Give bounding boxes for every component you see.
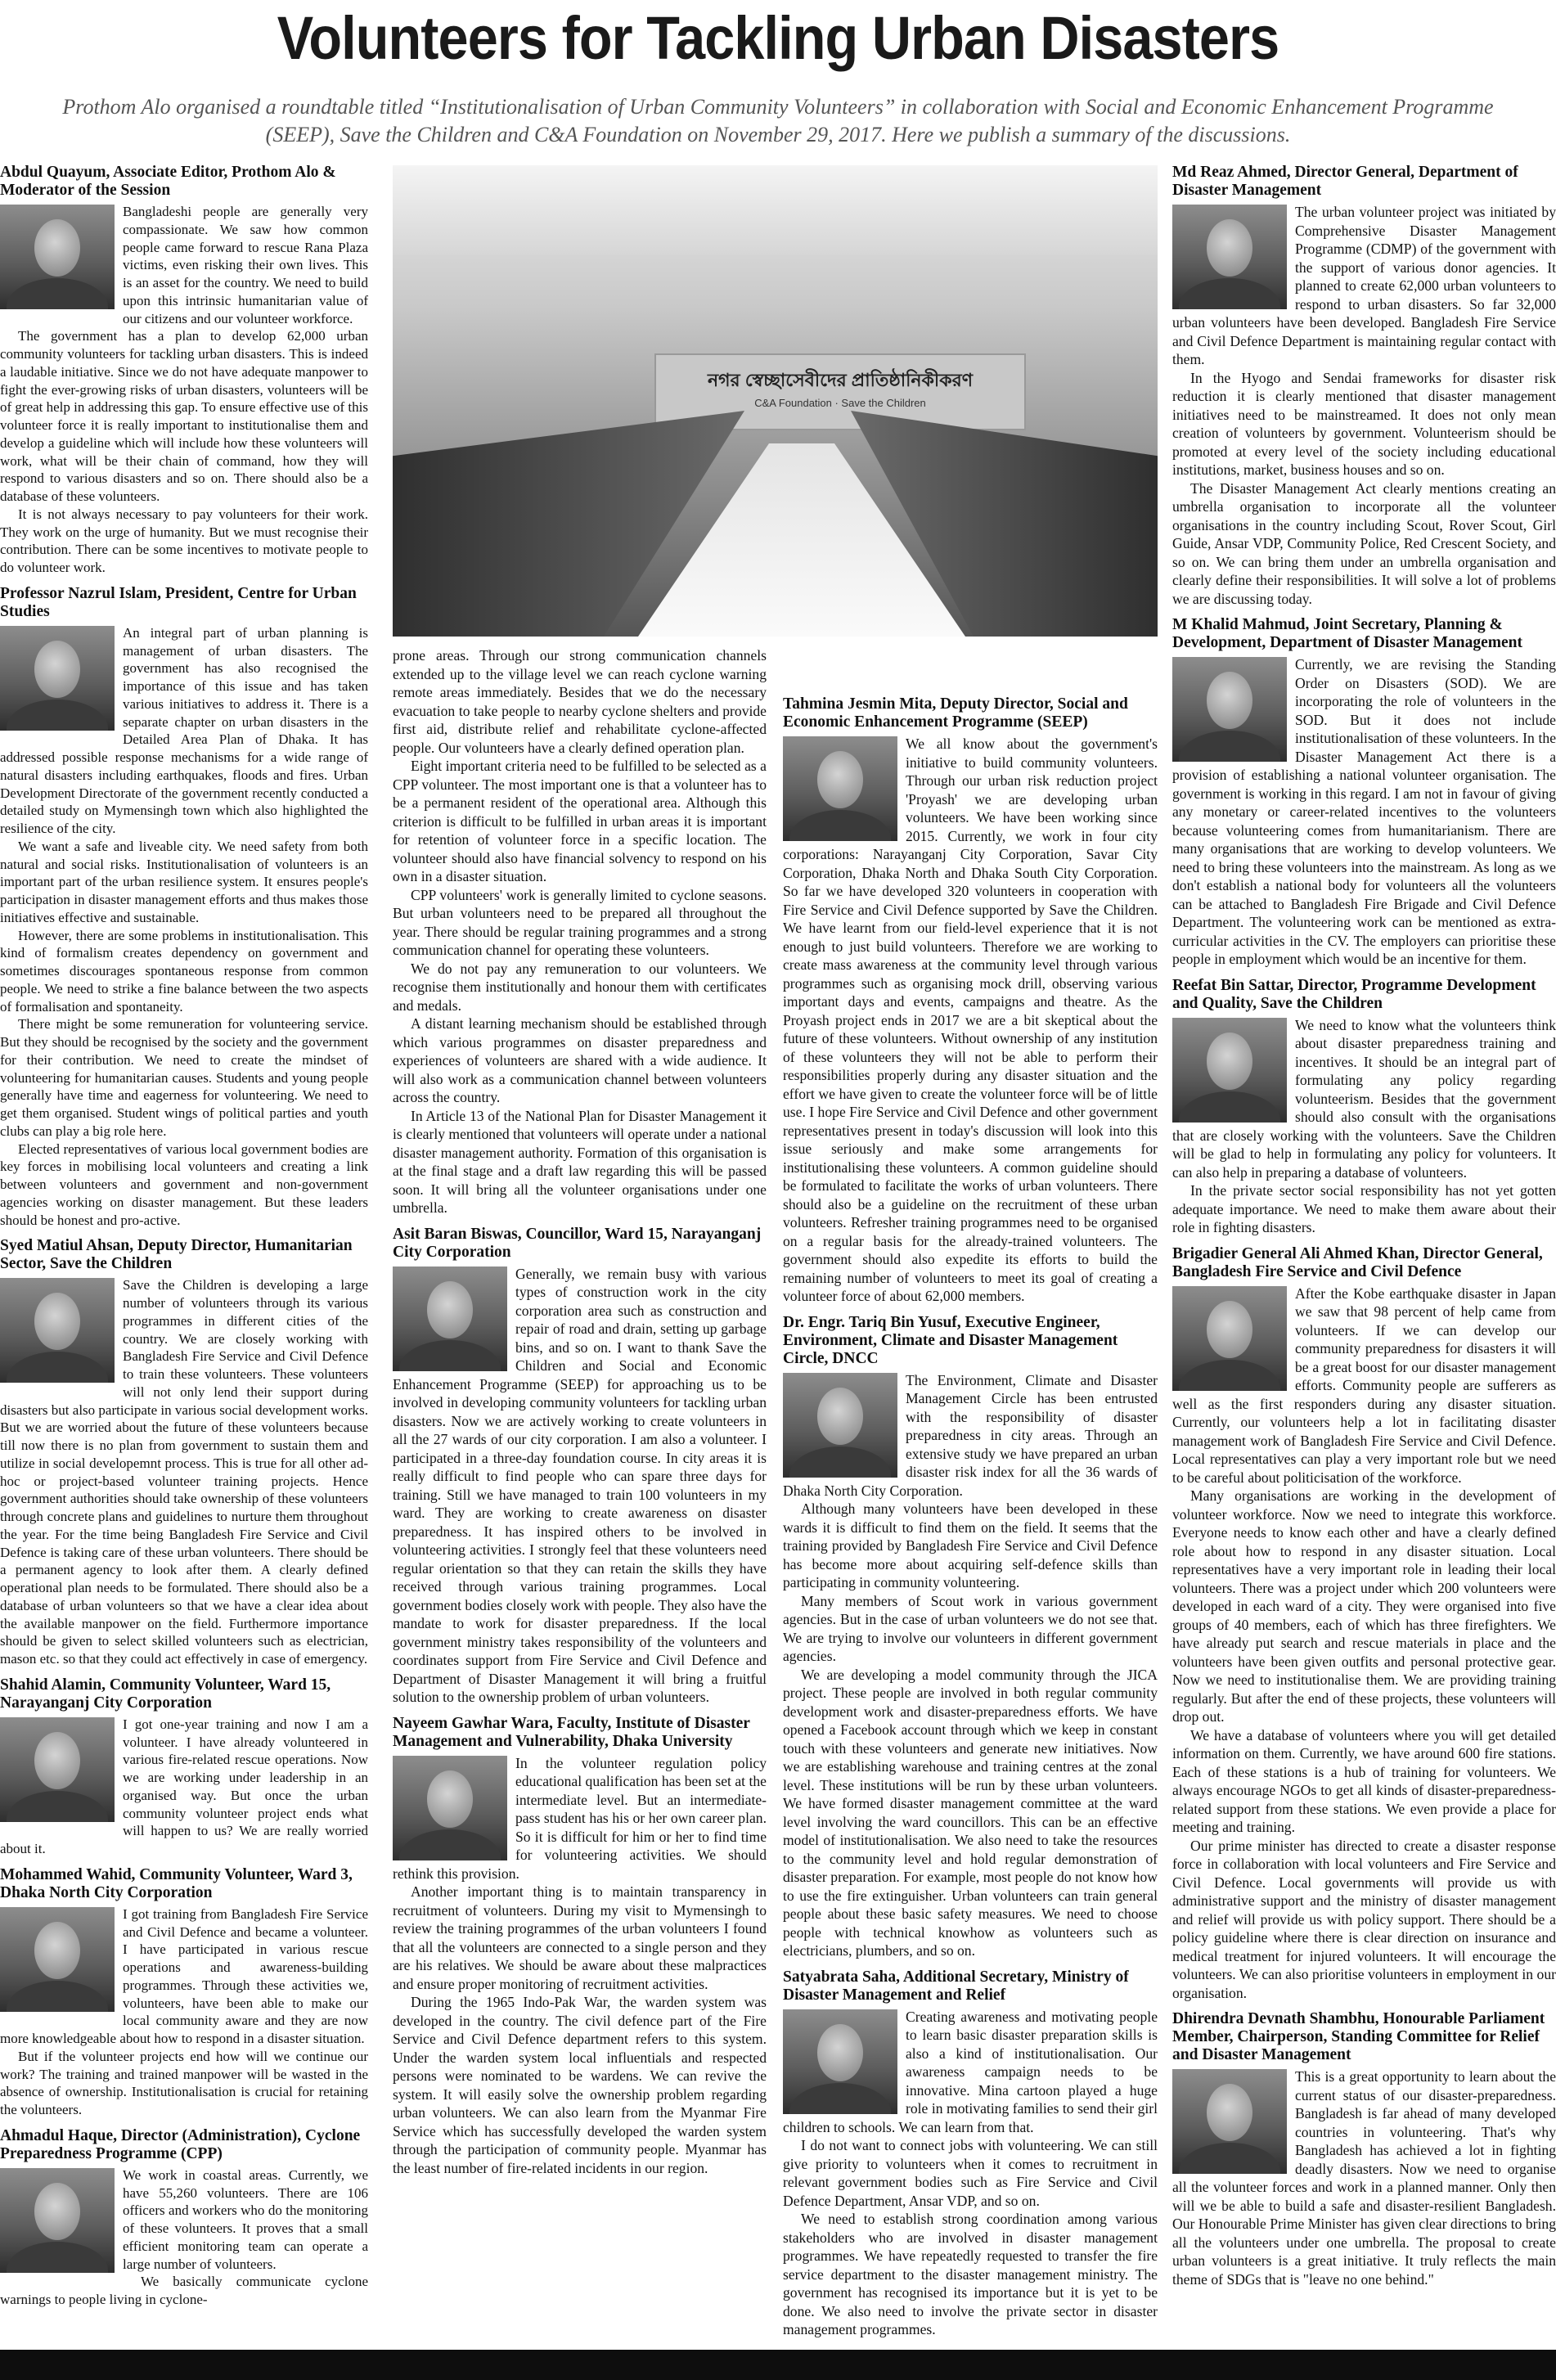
portrait-face	[1207, 672, 1252, 729]
paragraph: I got training from Bangladesh Fire Service and Civil Defence and became a volunteer. I have participated in various rescue operations and awareness-building programmes. Through these activities we, volunteers, have been able to make our local community aware and they are now more knowledgeable about how to respond in a disaster situation.	[0, 1905, 368, 2046]
column-4	[1172, 164, 1556, 2348]
speaker-section	[393, 1226, 767, 1707]
paragraph: In the volunteer regulation policy educational qualification has been set at the intermediate level. But an intermediate-pass student has his or her own career plan. So it is difficult for him or her to find time for volunteering activities. We should rethink this provision.	[393, 1754, 767, 1882]
paragraph: The government has a plan to develop 62,000 urban community volunteers for tackling urban disasters. This is indeed a laudable initiative. Since we do not have adequate manpower to fight the ever-growing risks of urban disasters, volunteers will be of great help in addressing this gap. To ensure effective use of this volunteer force it is really important to institutionalise them and develop a guideline which will include how these volunteers will work, what will be their chain of command, how they will respond to various disasters and so on. There should also be a database of these volunteers.	[0, 328, 368, 504]
speaker-portrait	[1172, 1018, 1287, 1123]
paragraph: We work in coastal areas. Currently, we have 55,260 volunteers. There are 106 officers and workers who do the monitoring of these volunteers. It proves that a small efficient monitoring team can operate a large number of volunteers.	[123, 2166, 368, 2272]
portrait-face	[34, 1922, 80, 1979]
column-1	[0, 164, 368, 2348]
speaker-portrait	[393, 1266, 507, 1371]
speaker-section	[393, 1715, 767, 2178]
portrait-shoulders	[7, 700, 108, 731]
paragraph: We do not pay any remuneration to our volunteers. We recognise them institutionally and honour them with certificates and medals.	[393, 960, 767, 1014]
portrait-shoulders	[7, 278, 108, 309]
portrait-face	[1207, 219, 1252, 277]
portrait-shoulders	[789, 2083, 891, 2114]
speaker-portrait	[393, 1756, 507, 1860]
photo-banner-title: নগর স্বেচ্ছাসেবীদের প্রাতিষ্ঠানিকীকরণ	[707, 370, 974, 390]
paragraph: We need to know what the volunteers think about disaster preparedness training and incentives. It should be an integral part of formulating any policy regarding volunteerism. Besides that the government should also consult with the organisations that are closely working with the volunteers. Save the Children will be glad to help in formulating any policy for volunteers. It can also help in preparing a database of volunteers.	[1172, 1016, 1556, 1181]
speaker-portrait	[0, 1278, 115, 1383]
page-title: Volunteers for Tackling Urban Disasters	[277, 4, 1279, 72]
speaker-heading: Ahmadul Haque, Director (Administration), Cyclone Preparedness Programme (CPP)	[0, 2126, 361, 2162]
speaker-heading: Abdul Quayum, Associate Editor, Prothom Alo & Moderator of the Session	[0, 164, 336, 199]
paragraph: Currently, we are revising the Standing Order on Disasters (SOD). We are incorporating the role of volunteers in the SOD. But it does not include institutionalisation of these volunteers. In the Disaster Management Act there is a provision of establishing a national volunteer organisation. The government is working in this regard. I am not in favour of giving any monetary or career-related incentives to the volunteers because volunteering comes from humanitarianism. There are many organisations that are working to develop volunteers. We need to bring these volunteers into the mainstream. As long as we don't establish a national body for volunteers all the volunteers can be attached to Bangladesh Fire Brigade and Civil Defence Department. The volunteering work can be mentioned as extra-curricular activities in the CV. The employers can prioritise these people in employment which would be an incentive for them.	[1172, 656, 1556, 967]
portrait-shoulders	[1179, 731, 1280, 762]
paragraph: Eight important criteria need to be fulfilled to be selected as a CPP volunteer. The most important one is that a volunteer has to be a permanent resident of the operational area. Although this criterion is difficult to be fulfilled in urban areas it is important for retention of volunteer force in a specific location. The volunteer should also have financial solvency to respond on his own in a disaster situation.	[393, 758, 767, 884]
speaker-heading: Mohammed Wahid, Community Volunteer, Ward 3, Dhaka North City Corporation	[0, 1865, 353, 1901]
speaker-section	[393, 646, 767, 1217]
speaker-heading: Dr. Engr. Tariq Bin Yusuf, Executive Engineer, Environment, Climate and Disaster Management Circle, DNCC	[783, 1313, 1118, 1367]
portrait-shoulders	[1179, 1360, 1280, 1391]
paragraph: I do not want to connect jobs with volunteering. We can still give priority to volunteers when it comes to recruitment in relevant government bodies such as Fire Service and Civil Defence Department, Ansar VDP, and so on.	[783, 2137, 1158, 2209]
paragraph: Although many volunteers have been developed in these wards it is difficult to find them on the field. It seems that the training provided by Bangladesh Fire Service and Civil Defence has become more about acquiring self-defence skills than participating in community volunteering.	[783, 1500, 1158, 1590]
paragraph: Our prime minister has directed to create a disaster response force in collaboration with local volunteers and Fire Service and Civil Defence. Local governments will provide us with administrative support and the ministry of disaster management and relief will provide us with policy support. There should be a policy guideline where there is clear direction on insurance and medical treatment for injured volunteers. It will encourage the volunteers. We can also prioritise volunteers in employment in our organisation.	[1172, 1837, 1556, 2001]
speaker-portrait	[1172, 657, 1287, 762]
paragraph: After the Kobe earthquake disaster in Japan we saw that 98 percent of help came from volunteers. If we can develop our community preparedness for disasters it will be a great boost for our disaster management efforts. Community people are sufferers as well as the first responders during any disaster situation. Currently, our volunteers help a lot in facilitating disaster management work of Bangladesh Fire Service and Civil Defence. Local representatives can play a very important role but we need to be careful about politicisation of the workforce.	[1172, 1284, 1556, 1486]
speaker-portrait	[0, 1717, 115, 1822]
speaker-section	[1172, 1245, 1556, 2003]
speaker-portrait	[0, 2168, 115, 2273]
portrait-face	[817, 1388, 863, 1445]
portrait-shoulders	[7, 1791, 108, 1822]
paragraph: Bangladeshi people are generally very compassionate. We saw how common people came forward to rescue Rana Plaza victims, even risking their own lives. This is an asset for the country. We need to build upon this intrinsic humanitarian value of our citizens and our volunteer workforce.	[123, 204, 368, 326]
speaker-portrait	[0, 205, 115, 309]
paragraph: Creating awareness and motivating people to learn basic disaster preparation skills is also a kind of institutionalisation. Our awareness campaign needs to be innovative. Mina cartoon played a huge role in motivating families to send their girl children to schools. We can learn from that.	[783, 2008, 1158, 2135]
portrait-face	[427, 1770, 473, 1828]
speaker-heading: Professor Nazrul Islam, President, Centre for Urban Studies	[0, 584, 357, 620]
speaker-section	[1172, 616, 1556, 969]
column-2	[393, 646, 767, 2348]
paragraph: We need to establish strong coordination among various stakeholders who are involved in disaster management programmes. We have repeatedly requested to transfer the fire service department to the disaster management ministry. The government has recognised its importance but it is yet to be done. We also need to involve the private sector in disaster management programmes.	[783, 2211, 1158, 2337]
photo-ceiling	[393, 165, 1158, 255]
paragraph: We all know about the government's initiative to build community volunteers. Through our urban risk reduction project 'Proyash' we are developing urban volunteers. We have been working since 2015. Currently, we work in four city corporations: Narayanganj City Corporation, Savar City Corporation, Dhaka North and Dhaka South City Corporation. So far we have developed 320 volunteers in cooperation with Fire Service and Civil Defence supported by Save the Children. We have learnt from our field-level experience that it is not enough to just build volunteers. Therefore we are working to create mass awareness at the community level through various programmes such as organising mock drill, observing various important days and events, campaigns and theatre. As the Proyash project ends in 2017 we are a bit skeptical about the future of these volunteers. Without ownership of any institution of these volunteers they will not be able to perform their responsibilities properly during any disaster situation and the effort we have given to create the volunteer force will be of little use. I hope Fire Service and Civil Defence and other government representatives present in today's discussion will look into this issue seriously and make some arrangements for institutionalising these volunteers. A common guideline should be formulated to facilitate the works of urban volunteers. There should also be a guideline on the recruitment of these urban volunteers. Refresher training programmes need to be organised on a regular basis for the already-trained volunteers. The government should also expedite its efforts to build the remaining number of volunteers to meet its goal of creating a volunteer force of about 62,000 members.	[783, 736, 1158, 1304]
portrait-face	[427, 1281, 473, 1338]
speaker-heading: Reefat Bin Sattar, Director, Programme Development and Quality, Save the Children	[1172, 976, 1536, 1012]
speaker-heading: Brigadier General Ali Ahmed Khan, Director General, Bangladesh Fire Service and Civil Defence	[1172, 1244, 1543, 1280]
speaker-heading: Syed Matiul Ahsan, Deputy Director, Humanitarian Sector, Save the Children	[0, 1237, 353, 1273]
portrait-shoulders	[1179, 2143, 1280, 2174]
speaker-portrait	[1172, 2069, 1287, 2174]
portrait-shoulders	[789, 810, 891, 841]
portrait-shoulders	[7, 1981, 108, 2012]
portrait-face	[817, 2024, 863, 2081]
speaker-section	[0, 164, 368, 577]
footer-bar	[0, 2350, 1556, 2380]
speaker-portrait	[0, 626, 115, 731]
roundtable-photo	[393, 165, 1158, 637]
paragraph: Generally, we remain busy with various types of construction work in the city corporation area such as construction and repair of road and drain, setting up garbage bins, and so on. I want to thank Save the Children and Social and Economic Enhancement Programme (SEEP) for approaching us to be involved in developing community volunteers for tackling urban disasters. Now we are actively working to create volunteers in all the 27 wards of our city corporation. I am also a volunteer. I participated in a three-day foundation course. In city areas it is really difficult to find people who can spare three days for training. Still we have managed to train 100 volunteers in my ward. They are working to create awareness on disaster preparedness. It has inspired others to be involved in volunteering activities. I strongly feel that these volunteers need regular orientation so that they can retain the skills they have received through various training programmes. Local government bodies closely work with people. They also have the mandate to work for disaster preparedness. If the local government ministry takes responsibility of the volunteers and coordinates support from Fire Service and Civil Defence and Department of Disaster Management it will bring a fruitful solution to the ownership problem of urban volunteers.	[393, 1265, 767, 1705]
paragraph: It is not always necessary to pay volunteers for their work. They work on the urge of humanity. But we must recognise their contribution. There can be some incentives to motivate people to do volunteer work.	[0, 506, 368, 575]
paragraph: Save the Children is developing a large number of volunteers through its various programmes in different cities of the country. We are closely working with Bangladesh Fire Service and Civil Defence to train these volunteers. These volunteers will not only lend their support during disasters but also participate in various social development works. But we are worried about the future of these volunteers because till now there is no plan from government to sustain them and utilize in social developemnt process. This is true for all other ad-hoc or project-based volunteer training projects. Hence government authorities should take ownership of these volunteers through concrete plans and guidelines to nurture them throughout the year. For the time being Bangladesh Fire Service and Civil Defence is taking care of these urban volunteers. There should be a permanent agency to look after them. A clearly defined operational plan needs to be formulated. There should also be a database of urban volunteers so that we have a clear idea about the available manpower on the field. Furthermore importance should be given to select skilled volunteers such as electrician, mason etc. so that they could act effectively in case of emergency.	[0, 1277, 368, 1667]
paragraph: CPP volunteers' work is generally limited to cyclone seasons. But urban volunteers need to be prepared all throughout the year. There should be regular training programmes and a strong communication channel for operating these volunteers.	[393, 886, 767, 958]
portrait-shoulders	[399, 1340, 501, 1371]
paragraph: Many members of Scout work in various government agencies. But in the case of urban volunteers we do not see that. We are trying to involve our volunteers in different government agencies.	[783, 1592, 1158, 1664]
paragraph: We want a safe and liveable city. We need safety from both natural and social risks. Institutionalisation of volunteers is an important part of the urban resilience system. It ensures people's participation in disaster management efforts and thus makes those initiatives effective and sustainable.	[0, 838, 368, 925]
portrait-face	[34, 641, 80, 698]
speaker-heading: Nayeem Gawhar Wara, Faculty, Institute of Disaster Management and Vulnerability, Dhaka University	[393, 1714, 750, 1750]
speaker-section	[783, 1314, 1158, 1960]
portrait-face	[34, 1293, 80, 1350]
speaker-heading: Shahid Alamin, Community Volunteer, Ward 15, Narayanganj City Corporation	[0, 1676, 331, 1712]
speaker-heading: Dhirendra Devnath Shambhu, Honourable Parliament Member, Chairperson, Standing Committee for Relief and Disaster Management	[1172, 2010, 1545, 2063]
portrait-face	[34, 2183, 80, 2240]
speaker-section	[0, 1237, 368, 1668]
speaker-portrait	[1172, 1286, 1287, 1391]
paragraph: In the private sector social responsibility has not yet gotten adequate importance. We need to make them aware about their role in fighting disasters.	[1172, 1182, 1556, 1235]
paragraph: We are developing a model community through the JICA project. These people are involved in both regular community development work and disaster-preparedness efforts. We have opened a Facebook account through which we keep in constant touch with these volunteers and generate new initiatives. Now we are establishing warehouse and training centres at the zonal level. These institutions will be run by these urban volunteers. We have formed disaster management committee at the ward level involving the ward councillors. This can be an effective model of institutionalisation. We also need to take the resources to the community level and hold regular demonstration of disaster preparation. For example, most people do not know how to use the fire extinguisher. Urban volunteers can train general people about these basic safety measures. We need to choose people with technical knowhow as volunteers such as electricians, plumbers, and so on.	[783, 1666, 1158, 1959]
paragraph: In Article 13 of the National Plan for Disaster Management it is clearly mentioned that volunteers will operate under a national disaster management authority. Formation of this organisation is at the final stage and a draft law regarding this will be passed soon. It will bring all the volunteer organisations under one umbrella.	[393, 1107, 767, 1216]
speaker-section	[0, 1866, 368, 2119]
paragraph: An integral part of urban planning is management of urban disasters. The government has also recognised the importance of this issue and has taken various initiatives to address it. There is a separate chapter on urban disasters in the Detailed Area Plan of Dhaka. It has addressed possible response mechanisms for a wide range of natural disasters including earthquakes, floods and fires. Urban Development Directorate of the government recently conducted a detailed study on Mymensingh town which also highlighted the resilience of the city.	[0, 624, 368, 836]
speaker-portrait	[1172, 205, 1287, 309]
portrait-face	[1207, 1033, 1252, 1090]
portrait-face	[34, 1732, 80, 1789]
speaker-section	[1172, 2010, 1556, 2288]
paragraph: Many organisations are working in the development of volunteer workforce. Now we need to integrate this workforce. Everyone needs to know each other and have a clearly defined role about how to respond in any disaster situation. Local representatives have a very important role in leading their local volunteers. There was a project under which 200 volunteers were developed in each ward of a city. They were organised into five groups of 40 members, each of which has three firefighters. We have already put search and rescue materials in place and the volunteers have been given outfits and personal protective gear. Now we need to institutionalise them. We are providing training regularly. But after the end of these projects, these volunteers will drop out.	[1172, 1487, 1556, 1725]
portrait-shoulders	[399, 1829, 501, 1860]
paragraph: prone areas. Through our strong communication channels extended up to the village level we can reach cyclone warning remote areas immediately. Besides that we do the necessary evacuation to take people to nearby cyclone shelters and provide first aid, distribute relief and rehabilitate cyclone-affected people. Our volunteers have a clearly defined operation plan.	[393, 647, 767, 756]
speaker-section	[0, 1676, 368, 1858]
paragraph: But if the volunteer projects end how will we continue our work? The training and trained manpower will be wasted in the absence of ownership. Institutionalisation is crucial for retaining the volunteers.	[0, 2048, 368, 2117]
speaker-heading: Asit Baran Biswas, Councillor, Ward 15, Narayanganj City Corporation	[393, 1225, 762, 1261]
paragraph: A distant learning mechanism should be established through which various programmes on disaster preparedness and experiences of volunteers are shared with a wide audience. It will also work as a communication channel between volunteers across the country.	[393, 1015, 767, 1105]
portrait-shoulders	[1179, 278, 1280, 309]
speaker-section	[0, 2127, 368, 2309]
speaker-section	[783, 695, 1158, 1306]
speaker-heading: Md Reaz Ahmed, Director General, Department of Disaster Management	[1172, 164, 1518, 199]
speaker-portrait	[0, 1907, 115, 2012]
portrait-shoulders	[789, 1446, 891, 1478]
paragraph: In the Hyogo and Sendai frameworks for disaster risk reduction it is clearly mentioned that disaster management initiatives need to be mainstreamed. It does not only mean creation of volunteers by government. Volunteerism should be promoted at every level of the society including educational institutions, market, business houses and so on.	[1172, 369, 1556, 478]
speaker-section	[783, 1968, 1158, 2339]
portrait-face	[34, 219, 80, 277]
portrait-face	[1207, 1301, 1252, 1358]
paragraph: I got one-year training and now I am a volunteer. I have already volunteered in various fire-related rescue operations. Now we are working under leadership in an organised way. But once the urban community volunteer project ends what will happen to us? We are really worried about it.	[0, 1716, 368, 1856]
speaker-heading: M Khalid Mahmud, Joint Secretary, Planning & Development, Department of Disaster Management	[1172, 616, 1523, 651]
paragraph: The Environment, Climate and Disaster Management Circle has been entrusted with the responsibility of disaster preparedness in city areas. Through an extensive study we have prepared an urban disaster risk index for all the 36 wards of Dhaka North City Corporation.	[783, 1371, 1158, 1499]
speaker-portrait	[783, 1373, 897, 1478]
portrait-shoulders	[7, 1352, 108, 1383]
speaker-portrait	[783, 736, 897, 841]
paragraph: The urban volunteer project was initiated by Comprehensive Disaster Management Programme (CDMP) of the government with the support of various donor agencies. It planned to create 62,000 urban volunteers to respond to urban disasters. So far 32,000 urban volunteers have been developed. Bangladesh Fire Service and Civil Defence Department is maintaining regular contact with them.	[1172, 204, 1556, 367]
paragraph: There might be some remuneration for volunteering service. But they should be recognised by the society and the government for their contribution. We need to create the mindset of volunteering for humanitarian causes. Students and young people generally have time and eagerness for volunteering. We need to get them organised. Student wings of political parties and youth clubs can play a big role here.	[0, 1016, 368, 1139]
portrait-shoulders	[7, 2242, 108, 2273]
speaker-heading: Satyabrata Saha, Additional Secretary, Ministry of Disaster Management and Relief	[783, 1968, 1129, 2004]
speaker-section	[1172, 977, 1556, 1237]
column-3	[783, 695, 1158, 2348]
portrait-shoulders	[1179, 1091, 1280, 1123]
speaker-section	[0, 585, 368, 1230]
paragraph: During the 1965 Indo-Pak War, the warden system was developed in the country. The civil defence part of the Fire Service and Civil Defence department refers to this system. Under the warden system local influentials and respected persons were nominated to be wardens. We can revive the system. It will easily solve the ownership problem regarding urban volunteers. We can also learn from the Myanmar Fire Service which has successfully developed the warden system through the participation of community people. Myanmar has the least number of fire-related incidents in our region.	[393, 1994, 767, 2176]
paragraph: Elected representatives of various local government bodies are key forces in mobilising local volunteers and creating a link between volunteers and government and non-government agencies working on disaster management. But these leaders should be honest and pro-active.	[0, 1141, 368, 1228]
portrait-face	[817, 751, 863, 808]
portrait-face	[1207, 2084, 1252, 2141]
paragraph: We have a database of volunteers where you will get detailed information on them. Currently, we have around 600 fire stations. Each of these stations is a hub of training for volunteers. We always encourage NGOs to get all kinds of disaster-preparedness-related support from these stations. We even provide a place for meeting and training.	[1172, 1726, 1556, 1835]
paragraph: We basically communicate cyclone warnings to people living in cyclone-	[0, 2274, 368, 2307]
speaker-portrait	[783, 2009, 897, 2114]
paragraph: However, there are some problems in institutionalisation. This kind of formalism creates dependency on government and sometimes discourages spontaneous response from common people. We need to strike a fine balance between the two aspects of formalisation and spontaneity.	[0, 927, 368, 1015]
speaker-section	[1172, 164, 1556, 608]
speaker-heading: Tahmina Jesmin Mita, Deputy Director, Social and Economic Enhancement Programme (SEEP)	[783, 695, 1128, 731]
photo-banner-partners: C&A Foundation · Save the Children	[754, 397, 926, 409]
paragraph: Another important thing is to maintain transparency in recruitment of volunteers. During my visit to Mymensingh to review the training programmes of the urban volunteers I found that all the volunteers are connected to a single person and they are his relatives. We should be aware about these malpractices and ensure proper monitoring of recruitment activities.	[393, 1883, 767, 1992]
paragraph: The Disaster Management Act clearly mentions creating an umbrella organisation to incorporate all the volunteer organisations in the country including Scout, Rover Scout, Girl Guide, Ansar VDP, Community Police, Red Crescent Society, and so on. We can bring them under an umbrella organisation and clearly define their responsibilities. It will solve a lot of problems we are discussing today.	[1172, 479, 1556, 607]
paragraph: This is a great opportunity to learn about the current status of our disaster-preparedness. Bangladesh is far ahead of many developed countries in volunteering. That's why Bangladesh has achieved a lot in fighting deadly disasters. Now we need to organise all the volunteer forces and work in a planned manner. Only then will we be able to build a safe and disaster-resilient Bangladesh. Our Honourable Prime Minister has given clear directions to bring all the volunteers under one umbrella. The proposal to create urban volunteers is a great initiative. It truly reflects the main theme of SDGs that is "leave no one behind."	[1172, 2068, 1556, 2288]
page-subtitle: Prothom Alo organised a roundtable titled “Institutionalisation of Urban Community Volunteers” in collaboration with Social and Economic Enhancement Programme (SEEP), Save the Children and C&A Foundation on November 29, 2017. Here we publish a summary of the discussions.	[62, 95, 1494, 146]
